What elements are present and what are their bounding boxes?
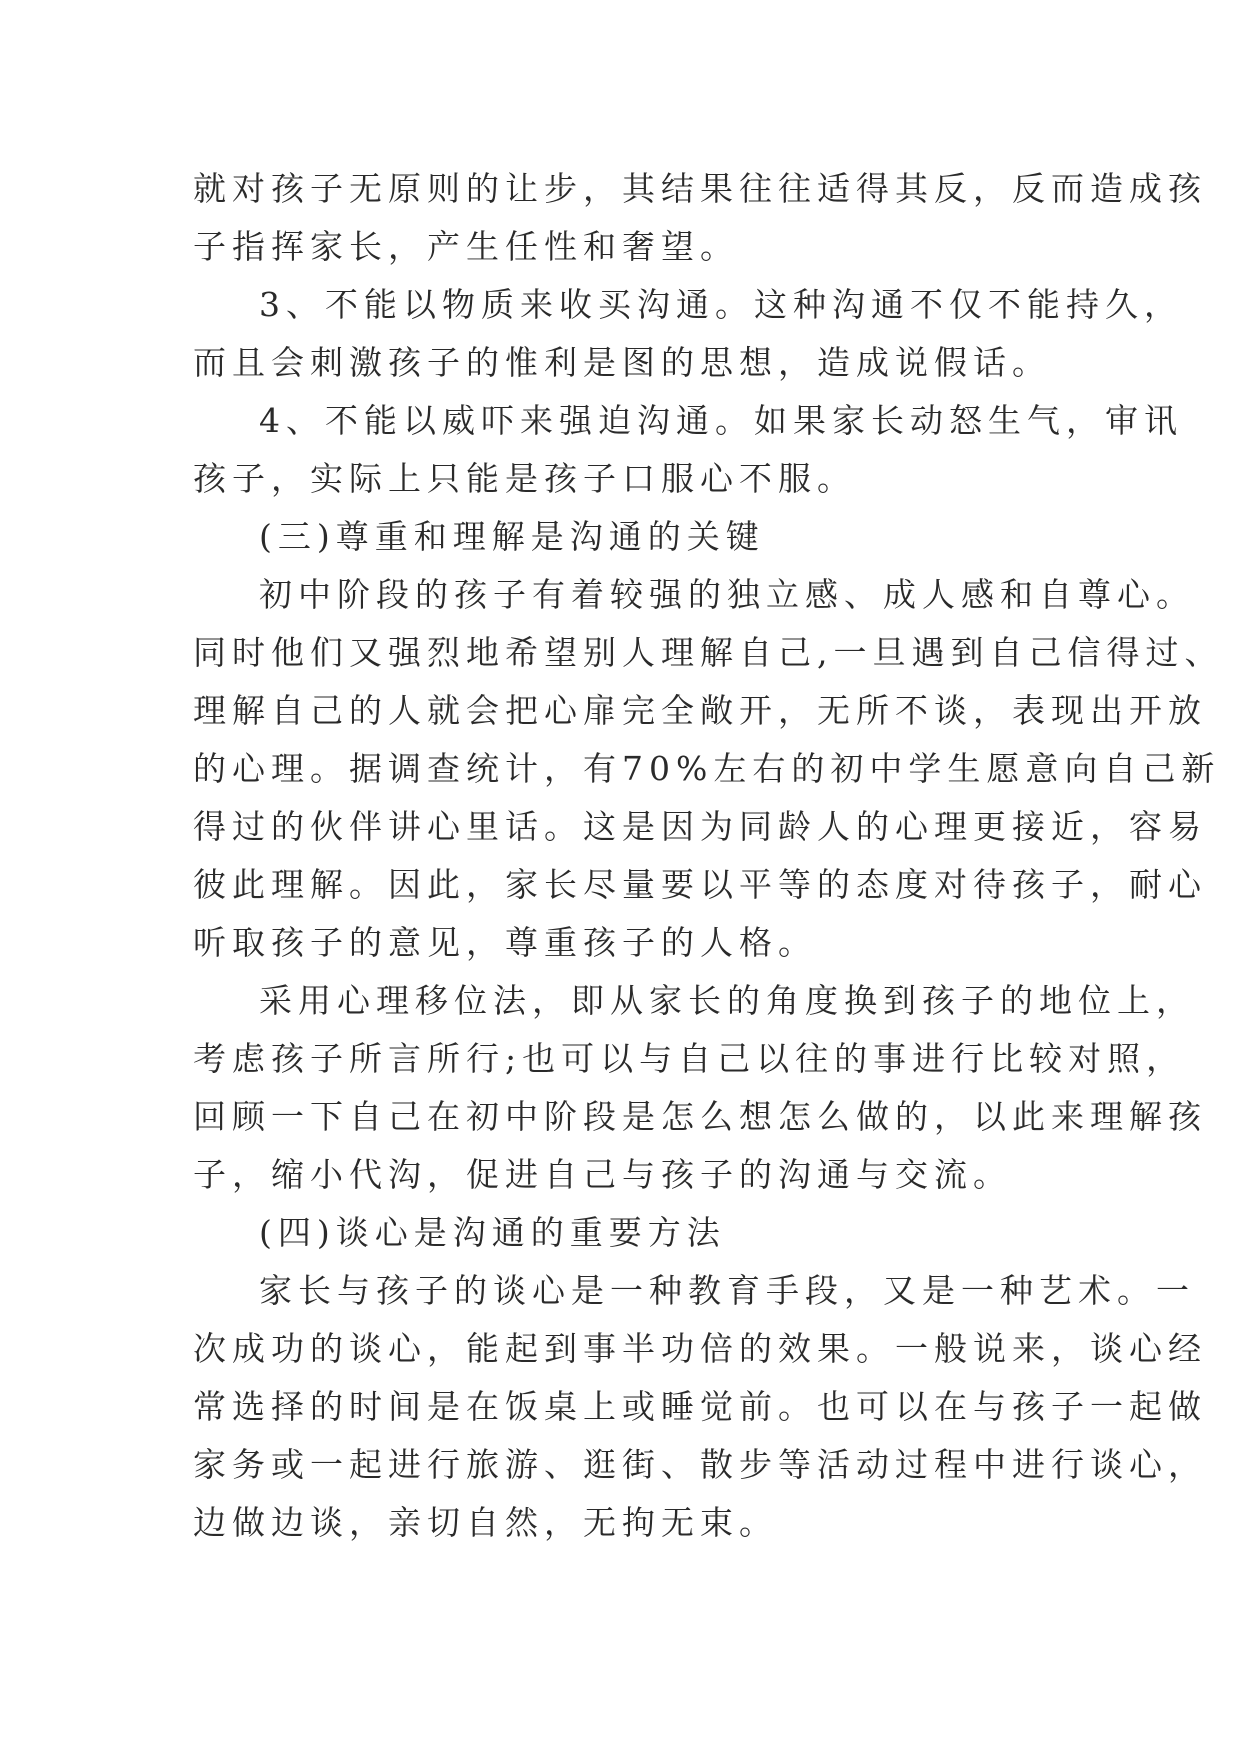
text-line-10: 理解自己的人就会把心扉完全敞开，无所不谈，表现出开放	[193, 691, 1207, 730]
text-line-18: 子，缩小代沟，促进自己与孩子的沟通与交流。	[193, 1155, 1012, 1194]
text-line-4: 而且会刺激孩子的惟利是图的思想，造成说假话。	[193, 343, 1051, 382]
text-line-8: 初中阶段的孩子有着较强的独立感、成人感和自尊心。	[259, 575, 1195, 614]
text-line-17: 回顾一下自己在初中阶段是怎么想怎么做的，以此来理解孩	[193, 1097, 1207, 1136]
text-line-2: 子指挥家长，产生任性和奢望。	[193, 227, 739, 266]
text-line-14: 听取孩子的意见，尊重孩子的人格。	[193, 923, 817, 962]
text-line-12: 得过的伙伴讲心里话。这是因为同龄人的心理更接近，容易	[193, 807, 1207, 846]
text-line-13: 彼此理解。因此，家长尽量要以平等的态度对待孩子，耐心	[193, 865, 1207, 904]
text-line-16: 考虑孩子所言所行;也可以与自己以往的事进行比较对照，	[193, 1039, 1186, 1078]
text-line-22: 常选择的时间是在饭桌上或睡觉前。也可以在与孩子一起做	[193, 1387, 1207, 1426]
section-heading-4: (四)谈心是沟通的重要方法	[259, 1213, 726, 1252]
text-line-5: 4、不能以威吓来强迫沟通。如果家长动怒生气，审讯	[259, 401, 1183, 440]
document-body	[193, 160, 1224, 1552]
text-line-15: 采用心理移位法，即从家长的角度换到孩子的地位上，	[259, 981, 1195, 1020]
section-heading-3: (三)尊重和理解是沟通的关键	[259, 517, 765, 556]
text-line-9: 同时他们又强烈地希望别人理解自己,一旦遇到自己信得过、	[193, 633, 1224, 672]
text-line-23: 家务或一起进行旅游、逛街、散步等活动过程中进行谈心，	[193, 1445, 1207, 1484]
text-line-3: 3、不能以物质来收买沟通。这种沟通不仅不能持久，	[259, 285, 1183, 324]
text-line-6: 孩子，实际上只能是孩子口服心不服。	[193, 459, 856, 498]
text-line-20: 家长与孩子的谈心是一种教育手段，又是一种艺术。一	[259, 1271, 1195, 1310]
text-line-11: 的心理。据调查统计，有70%左右的初中学生愿意向自己新	[193, 749, 1221, 788]
text-line-1: 就对孩子无原则的让步，其结果往往适得其反，反而造成孩	[193, 169, 1207, 208]
text-line-21: 次成功的谈心，能起到事半功倍的效果。一般说来，谈心经	[193, 1329, 1207, 1368]
text-line-24: 边做边谈，亲切自然，无拘无束。	[193, 1503, 778, 1542]
